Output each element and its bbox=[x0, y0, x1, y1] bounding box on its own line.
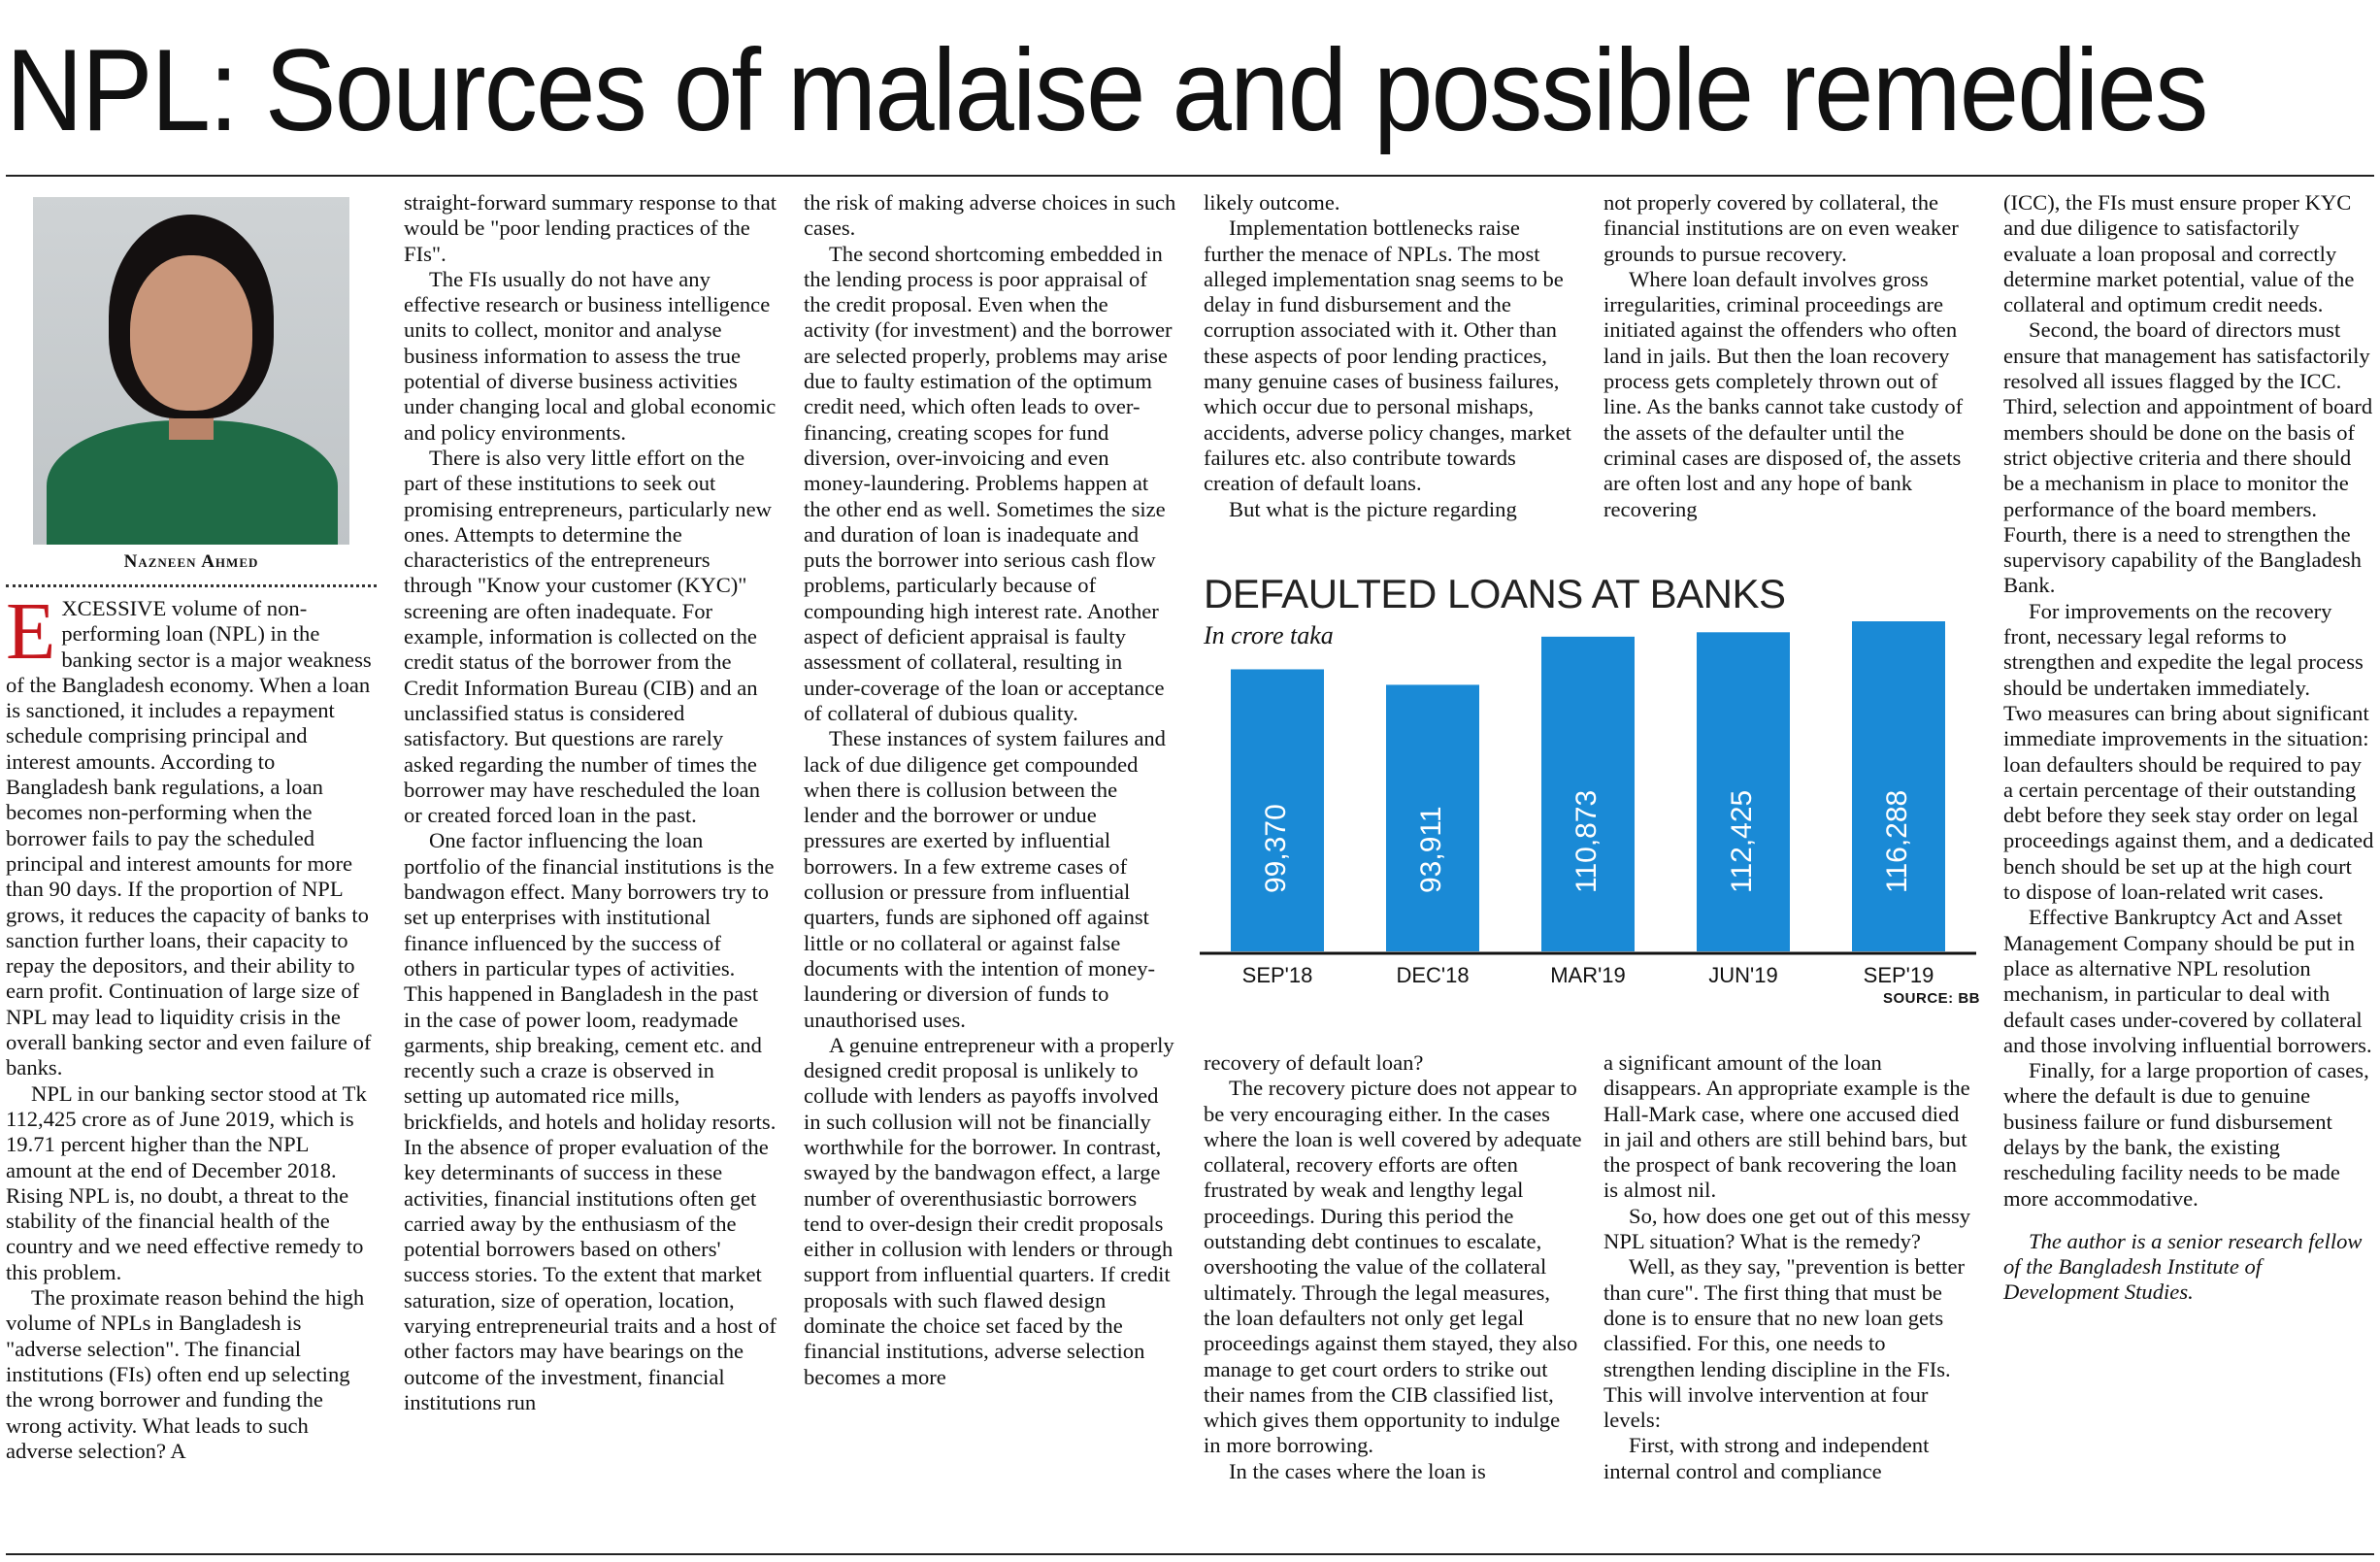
bar-value-label: 110,873 bbox=[1570, 789, 1603, 893]
paragraph: Finally, for a large proportion of cases, where the default is due to genuine business failure or fund disbursement delays by the bank, the existing rescheduling facility needs to be made more accommodative. bbox=[2003, 1058, 2369, 1211]
x-tick-label: DEC'18 bbox=[1396, 963, 1470, 987]
article-column-4-bottom bbox=[1204, 1050, 1582, 1484]
paragraph: But what is the picture regarding bbox=[1229, 496, 1517, 521]
paragraph: not properly covered by collateral, the financial institutions are on even weaker grounds to pursue recovery. bbox=[1603, 190, 1959, 266]
paragraph: Well, as they say, "prevention is better than cure". The first thing that must be done is to ensure that no new loan gets classified. For this, one needs to strengthen lending discipline in the FIs. This will involve intervention at four levels: bbox=[1603, 1254, 1965, 1433]
bar-value-label: 93,911 bbox=[1414, 806, 1447, 893]
chart-canvas bbox=[1200, 571, 1980, 1017]
drop-cap: E bbox=[6, 586, 56, 677]
x-tick-label: JUN'19 bbox=[1708, 963, 1778, 987]
author-photo bbox=[33, 197, 349, 545]
paragraph: There is also very little effort on the part of these institutions to seek out promising entrepreneurs, particularly new ones. Attempts to determine the characteristics of the entrepreneurs through "Know your customer (KYC)" screening are often inadequate. For example, information is collected on the credit status of the borrower from the Credit Information Bureau (CIB) and an unclassified status is considered satisfactory. But questions are rarely asked regarding the number of times the borrower may have rescheduled the loan or created forced loan in the past. bbox=[404, 445, 772, 828]
paragraph: (ICC), the FIs must ensure proper KYC and due diligence to satisfactorily evaluate a loan proposal and correctly determine market potential, value of the collateral and optimum credit needs. bbox=[2003, 190, 2355, 317]
bar-SEP'19 bbox=[1852, 621, 1945, 951]
paragraph: One factor influencing the loan portfolio of the financial institutions is the bandwagon effect. Many borrowers try to set up enterprises with institutional finance influenced by the success of others in particular types of activities. This happened in Bangladesh in the past in the case of power loom, readymade garments, ship breaking, cement etc. and recently such a craze is observed in setting up automated rice mills, brickfields, and hotels and holiday resorts. In the absence of proper evaluation of the key determinants of success in these activities, financial institutions often get carried away by the enthusiasm of the potential borrowers based on others' success stories. To the extent that market saturation, size of operation, location, varying entrepreneurial traits and a host of other factors may have bearings on the outcome of the investment, financial institutions run bbox=[404, 828, 777, 1414]
paragraph: In the cases where the loan is bbox=[1229, 1458, 1486, 1483]
x-tick-label: SEP'18 bbox=[1241, 963, 1313, 987]
paragraph: A genuine entrepreneur with a properly designed credit proposal is unlikely to collude with lenders as payoffs involved in such collusion will not be financially worthwhile for the borrower. In contrast, swayed by the bandwagon effect, a large number of overenthusiastic borrowers tend to over-design their credit proposals either in collusion with lenders or through support from influential quarters. If credit proposals with such flawed design dominate the choice set faced by the financial institutions, adverse selection becomes a more bbox=[804, 1032, 1174, 1389]
paragraph: Implementation bottlenecks raise further the menace of NPLs. The most alleged implementation snag seems to be delay in fund disbursement and the corruption associated with it. Other than these aspects of poor lending practices, many genuine cases of business failures, which occur due to personal mishaps, accidents, adverse policy changes, market failures etc. also contribute towards creation of default loans. bbox=[1204, 216, 1571, 496]
paragraph: The proximate reason behind the high volume of NPLs in Bangladesh is "adverse selection". The financial institutions (FIs) often end up selecting the wrong borrower and funding the wrong activity. What leads to such adverse selection? A bbox=[6, 1285, 365, 1463]
chart-subtitle: In crore taka bbox=[1204, 621, 1334, 649]
paragraph: The recovery picture does not appear to be very encouraging either. In the cases where the loan is well covered by adequate collateral, recovery efforts are often frustrated by weak and lengthy legal proceedings. During this period the outstanding debt continues to escalate, overshooting the value of the collateral ultimately. Through the legal measures, the loan defaulters not only get legal proceedings against them stayed, they also manage to get court orders to strike out their names from the CIB classified list, which gives them opportunity to indulge in more borrowing. bbox=[1204, 1076, 1582, 1458]
chart-source: SOURCE: BB bbox=[1882, 990, 1980, 1007]
paragraph: For improvements on the recovery front, necessary legal reforms to strengthen and expedite the legal process should be undertaken immediately. bbox=[2003, 598, 2363, 700]
article-column-5-top bbox=[1603, 190, 1976, 522]
paragraph: The second shortcoming embedded in the lending process is poor appraisal of the credit proposal. Even when the activity (for investment) and the borrower are selected properly, problems may arise due to faulty estimation of the optimum credit need, which often leads to over-financing, creating scopes for fund diversion, over-invoicing and even money-laundering. Problems happen at the other end as well. Sometimes the size and duration of loan is inadequate and puts the borrower into serious cash flow problems, particularly because of compounding high interest rate. Another aspect of deficient appraisal is faulty assessment of collateral, resulting in under-coverage of the loan or acceptance of collateral of dubious quality. bbox=[804, 241, 1173, 725]
paragraph: a significant amount of the loan disappears. An appropriate example is the Hall-Mark case, where one accused died in jail and others are still behind bars, but the prospect of bank recovering the loan is almost nil. bbox=[1603, 1050, 1970, 1203]
author-note: The author is a senior research fellow of the Bangladesh Institute of Development Studies. bbox=[2003, 1228, 2363, 1305]
paragraph: Two measures can bring about significant immediate improvements in the situation: loan defaulters should be required to pay a certain percentage of their outstanding debt before they seek stay order on legal proceedings against them, and a dedicated bench should be set up at the high court to dispose of loan-related writ cases. bbox=[2003, 700, 2374, 905]
article-column-6 bbox=[2003, 190, 2374, 1306]
paragraph: The FIs usually do not have any effective research or business intelligence units to collect, monitor and analyse business information to assess the true potential of diverse business activities under changing local and global economic and policy environments. bbox=[404, 266, 777, 445]
top-rule bbox=[6, 175, 2374, 177]
article-column-4-top bbox=[1204, 190, 1582, 522]
bar-value-label: 99,370 bbox=[1259, 804, 1292, 893]
x-tick-label: SEP'19 bbox=[1863, 963, 1934, 987]
article-column-1 bbox=[6, 586, 377, 1464]
paragraph: Where loan default involves gross irregularities, criminal proceedings are initiated against the offenders who often land in jails. But then the loan recovery process gets completely thrown out of line. As the banks cannot take custody of the assets of the defaulter until the criminal cases are disposed of, the assets are often lost and any hope of bank recovering bbox=[1603, 266, 1964, 521]
article-column-2 bbox=[404, 190, 777, 1415]
paragraph: the risk of making adverse choices in such cases. bbox=[804, 190, 1176, 241]
article-column-5-bottom bbox=[1603, 1050, 1976, 1484]
paragraph: Effective Bankruptcy Act and Asset Management Company should be put in place as alternative NPL resolution mechanism, in particular to deal with default cases under-covered by collateral and those involving influential borrowers. bbox=[2003, 905, 2372, 1057]
byline-divider bbox=[6, 584, 377, 587]
paragraph: likely outcome. bbox=[1204, 190, 1340, 215]
paragraph: Second, the board of directors must ensure that management has satisfactorily resolved all issues flagged by the ICC. Third, selection and appointment of board members should be done on the basis of strict objective criteria and there should be a mechanism in place to monitor the performance of the board members. Fourth, there is a need to strengthen the supervisory capability of the Bangladesh Bank. bbox=[2003, 317, 2373, 598]
bar-value-label: 112,425 bbox=[1725, 789, 1758, 893]
paragraph: First, with strong and independent internal control and compliance bbox=[1603, 1433, 1930, 1483]
lead-paragraph: EXCESSIVE volume of non-performing loan (NPL) in the banking sector is a major weakness of the Bangladesh economy. When a loan is sanctioned, it includes a repayment schedule comprising principal and interest amounts. According to Bangladesh bank regulations, a loan becomes non-performing when the borrower fails to pay the scheduled principal and interest amounts for more than 90 days. If the proportion of NPL grows, it reduces the capacity of banks to sanction further loans, their capacity to repay the depositors, and their ability to earn profit. Continuation of large size of NPL may lead to liquidity crisis in the overall banking sector and even failure of banks. bbox=[6, 586, 372, 1080]
x-tick-label: MAR'19 bbox=[1550, 963, 1626, 987]
paragraph: NPL in our banking sector stood at Tk 112,425 crore as of June 2019, which is 19.71 percent higher than the NPL amount at the end of December 2018. Rising NPL is, no doubt, a threat to the stability of the financial health of the country and we need effective remedy to this problem. bbox=[6, 1080, 367, 1284]
headline: NPL: Sources of malaise and possible remedies bbox=[6, 25, 2207, 155]
paragraph: So, how does one get out of this messy NPL situation? What is the remedy? bbox=[1603, 1203, 1971, 1254]
bar-value-label: 116,288 bbox=[1880, 789, 1913, 893]
article-column-3 bbox=[804, 190, 1176, 1390]
author-byline: Nazneen Ahmed bbox=[123, 551, 259, 572]
paragraph: These instances of system failures and lack of due diligence get compounded when there is collusion between the lender and the borrower or undue pressures are exerted by influential borrowers. In a few extreme cases of collusion or pressure from influential quarters, funds are siphoned off against little or no collateral or against false documents with the intention of money-laundering or diversion of funds to unauthorised uses. bbox=[804, 726, 1166, 1032]
chart-title: DEFAULTED LOANS AT BANKS bbox=[1204, 571, 1786, 616]
defaulted-loans-chart bbox=[1200, 571, 1980, 1017]
paragraph: recovery of default loan? bbox=[1204, 1050, 1424, 1075]
bottom-rule bbox=[6, 1553, 2374, 1555]
paragraph: straight-forward summary response to that would be "poor lending practices of the FIs". bbox=[404, 190, 777, 266]
